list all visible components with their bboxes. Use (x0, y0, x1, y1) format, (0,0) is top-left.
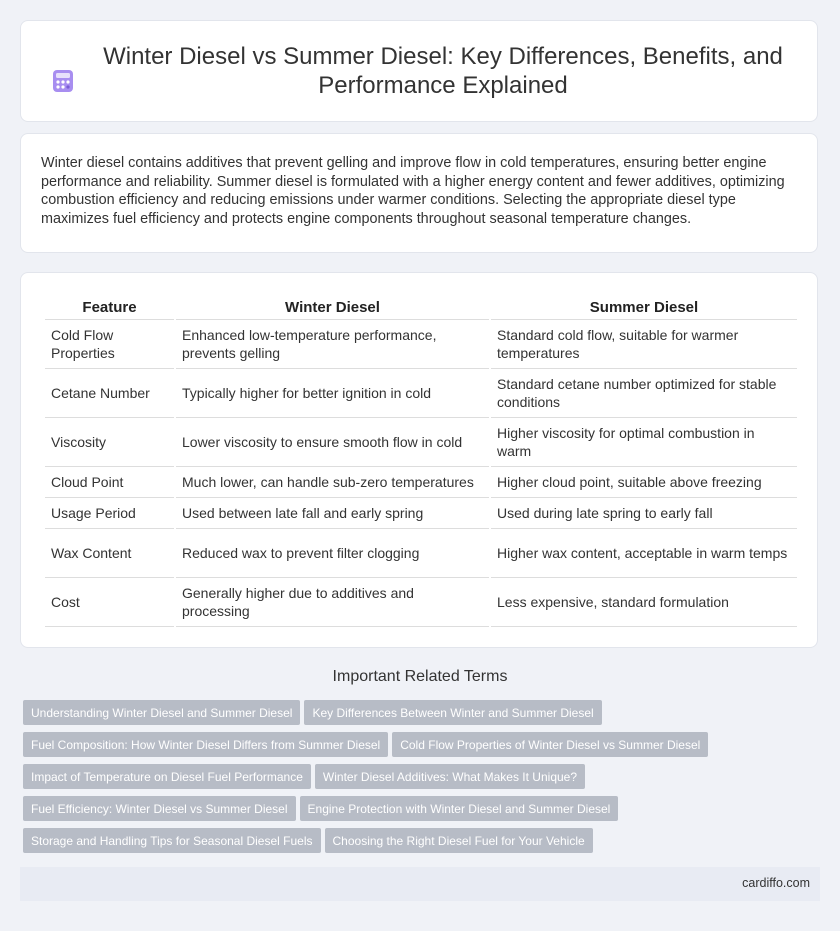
related-term-link[interactable]: Cold Flow Properties of Winter Diesel vs Summer Diesel (392, 732, 708, 757)
intro-paragraph: Winter diesel contains additives that prevent gelling and improve flow in cold temperatures, ensuring better engine performance and reliability. Summer diesel is formulated with a higher energy content and fewer additives, optimizing combustion efficiency and reducing emissions under warmer conditions. Selecting the appropriate diesel type maximizes fuel efficiency and protects engine components throughout seasonal temperature changes. (41, 155, 785, 227)
table-row (45, 498, 797, 529)
table-row (45, 369, 797, 418)
summer-cell: Standard cold flow, suitable for warmer temperatures (491, 320, 797, 369)
table-row (45, 578, 797, 627)
winter-cell: Used between late fall and early spring (176, 498, 489, 529)
related-term-link[interactable]: Impact of Temperature on Diesel Fuel Performance (23, 764, 311, 789)
summer-cell: Higher cloud point, suitable above freezing (491, 467, 797, 498)
winter-cell: Lower viscosity to ensure smooth flow in cold (176, 418, 489, 467)
table-header-row (45, 295, 797, 320)
related-term-link[interactable]: Key Differences Between Winter and Summer Diesel (304, 700, 601, 725)
feature-cell: Cold Flow Properties (45, 320, 174, 369)
summer-cell: Higher wax content, acceptable in warm temps (491, 529, 797, 578)
title-card (20, 20, 818, 122)
table-row (45, 320, 797, 369)
related-term-link[interactable]: Winter Diesel Additives: What Makes It Unique? (315, 764, 585, 789)
feature-cell: Cloud Point (45, 467, 174, 498)
winter-cell: Generally higher due to additives and processing (176, 578, 489, 627)
related-term-link[interactable]: Engine Protection with Winter Diesel and Summer Diesel (300, 796, 619, 821)
related-term-link[interactable]: Fuel Efficiency: Winter Diesel vs Summer Diesel (23, 796, 296, 821)
related-term-link[interactable]: Fuel Composition: How Winter Diesel Differs from Summer Diesel (23, 732, 388, 757)
feature-cell: Wax Content (45, 529, 174, 578)
related-terms-heading: Important Related Terms (332, 668, 508, 685)
feature-cell: Cost (45, 578, 174, 627)
comparison-card (20, 272, 818, 648)
calculator-icon (50, 68, 76, 94)
table-row (45, 418, 797, 467)
column-header-winter: Winter Diesel (176, 295, 489, 320)
winter-cell: Reduced wax to prevent filter clogging (176, 529, 489, 578)
site-name[interactable]: cardiffo.com (742, 876, 810, 890)
table-row (45, 467, 797, 498)
table-row (45, 529, 797, 578)
intro-card (20, 133, 818, 253)
feature-cell: Viscosity (45, 418, 174, 467)
feature-cell: Cetane Number (45, 369, 174, 418)
comparison-table (43, 295, 799, 627)
related-term-link[interactable]: Understanding Winter Diesel and Summer Diesel (23, 700, 300, 725)
summer-cell: Used during late spring to early fall (491, 498, 797, 529)
summer-cell: Less expensive, standard formulation (491, 578, 797, 627)
related-term-link[interactable]: Storage and Handling Tips for Seasonal Diesel Fuels (23, 828, 321, 853)
winter-cell: Much lower, can handle sub-zero temperatures (176, 467, 489, 498)
related-term-link[interactable]: Choosing the Right Diesel Fuel for Your Vehicle (325, 828, 593, 853)
column-header-feature: Feature (45, 295, 174, 320)
feature-cell: Usage Period (45, 498, 174, 529)
column-header-summer: Summer Diesel (491, 295, 797, 320)
summer-cell: Standard cetane number optimized for stable conditions (491, 369, 797, 418)
page-title: Winter Diesel vs Summer Diesel: Key Differences, Benefits, and Performance Explained (103, 43, 783, 99)
winter-cell: Typically higher for better ignition in cold (176, 369, 489, 418)
related-terms-list (23, 700, 823, 860)
winter-cell: Enhanced low-temperature performance, prevents gelling (176, 320, 489, 369)
footer (20, 867, 820, 901)
summer-cell: Higher viscosity for optimal combustion in warm (491, 418, 797, 467)
